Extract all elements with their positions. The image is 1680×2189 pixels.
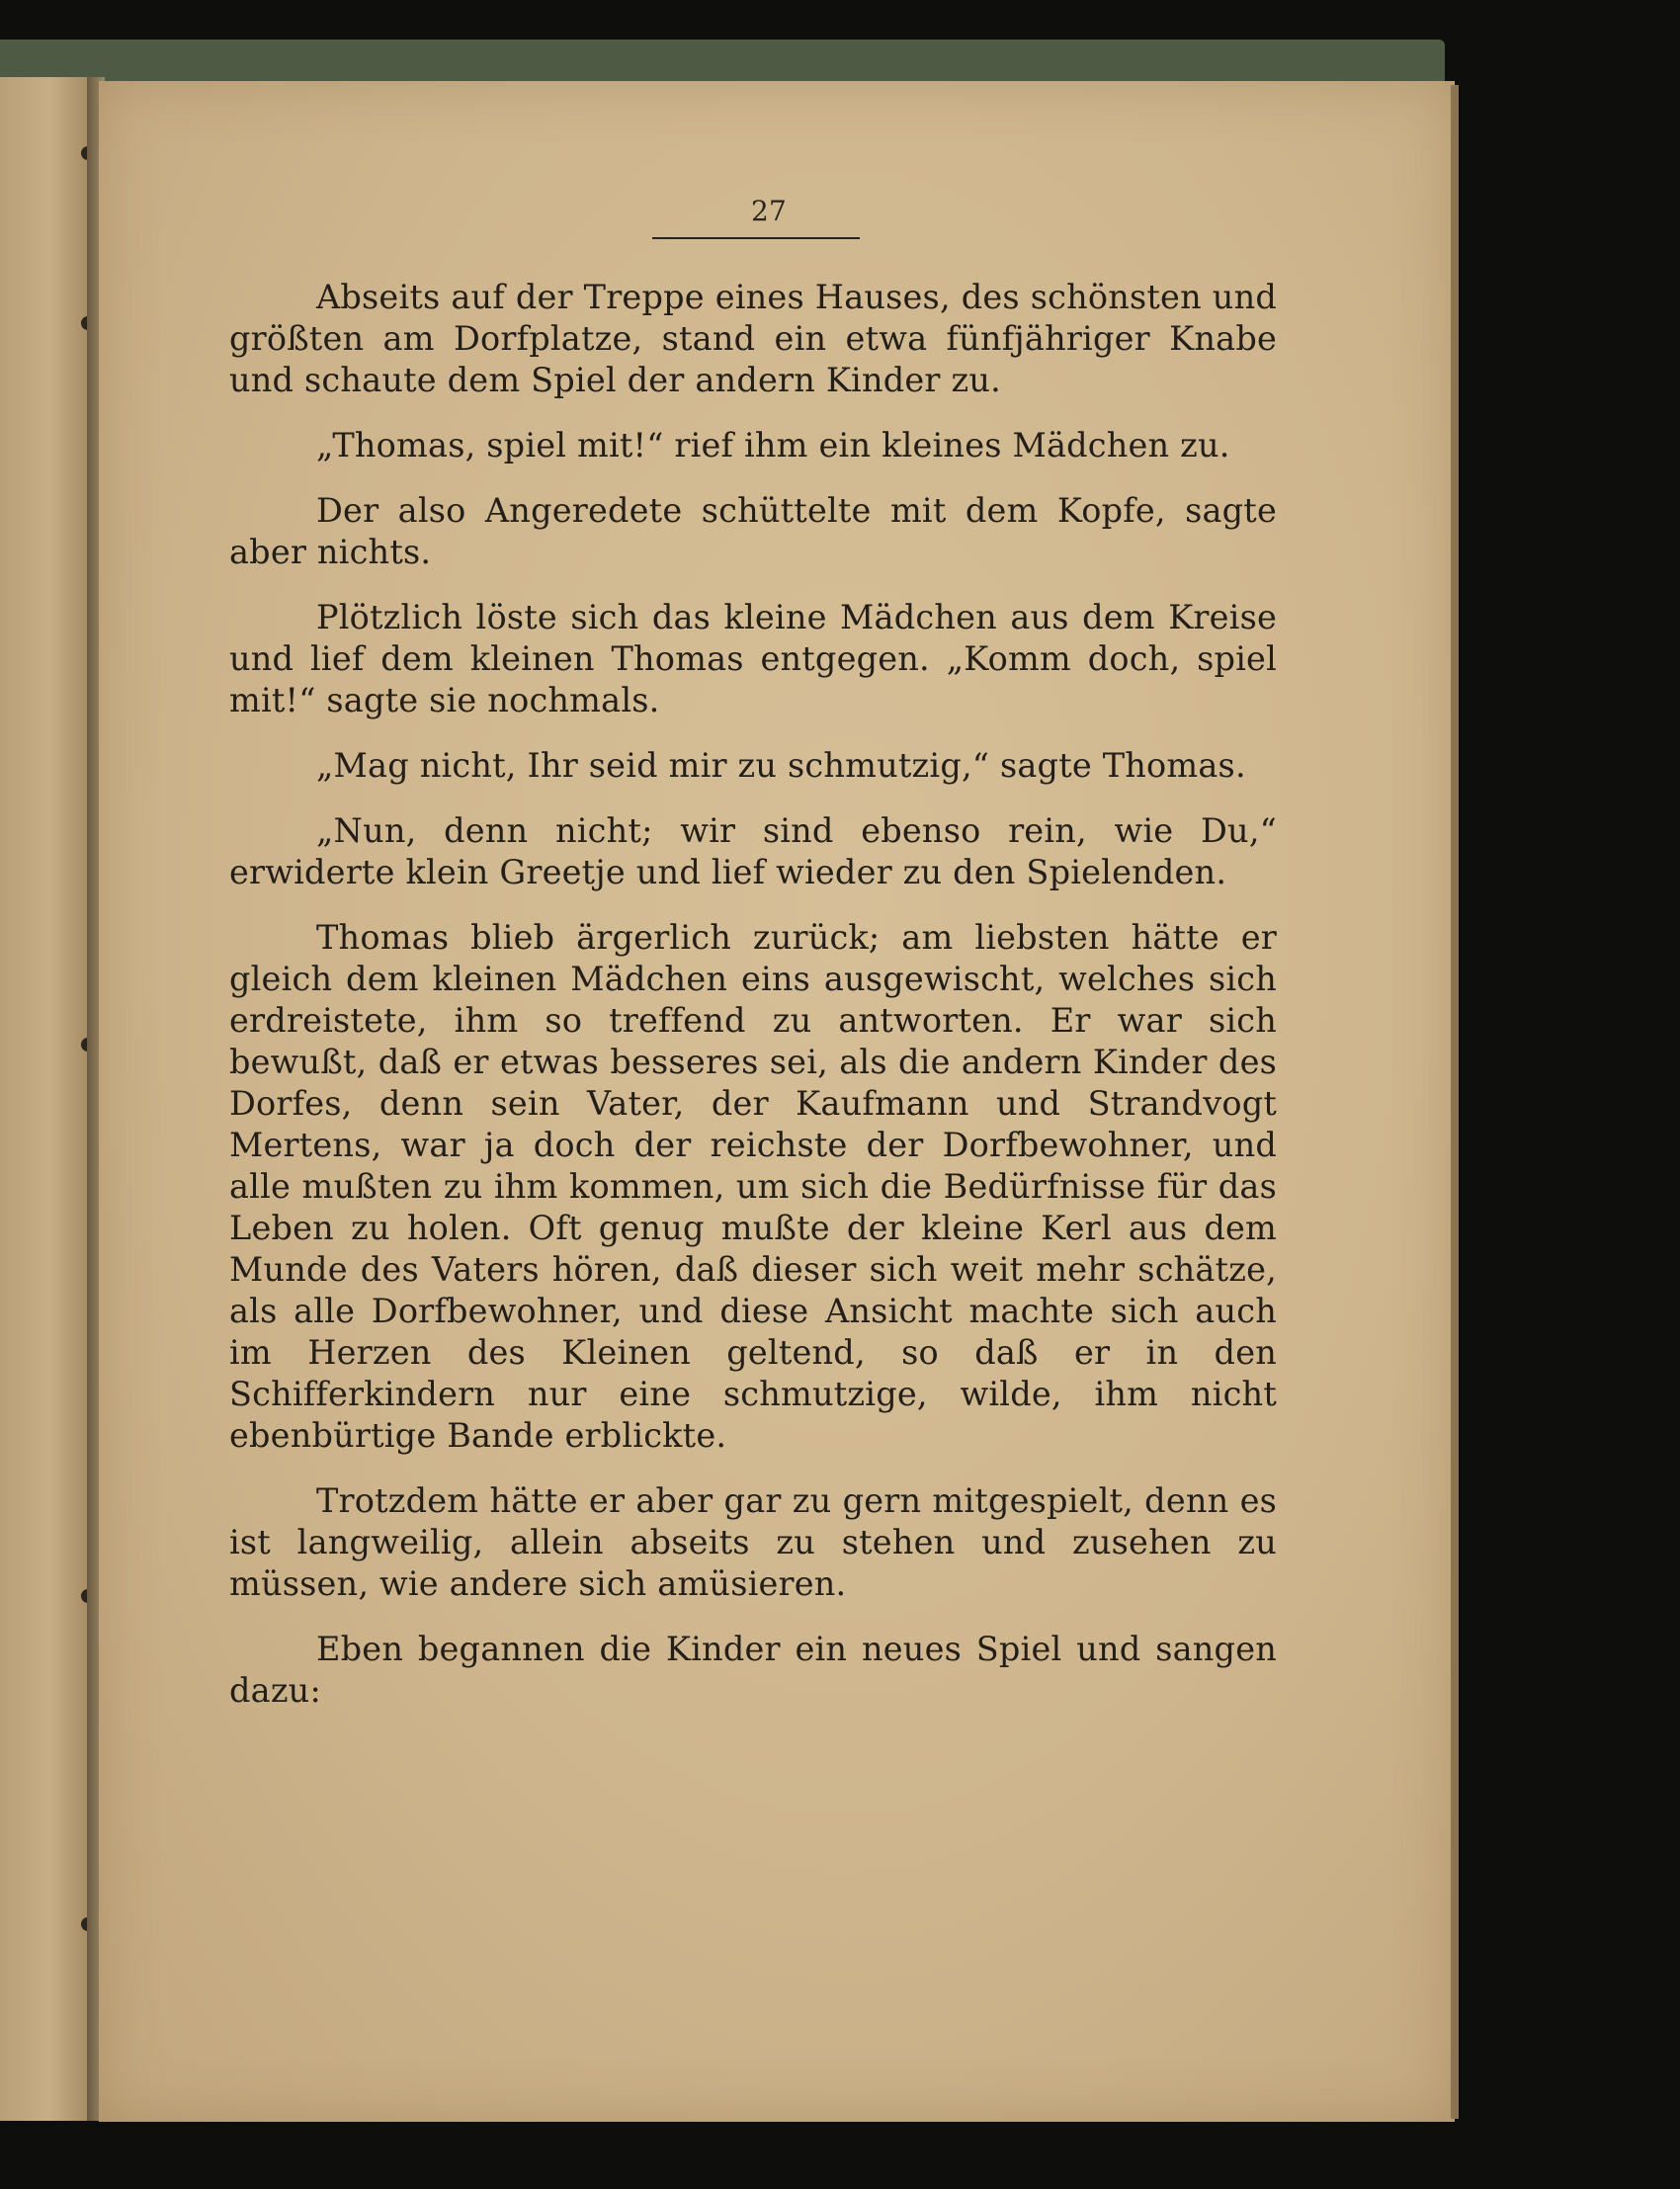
paragraph: „Thomas, spiel mit!“ rief ihm ein kleines Mädchen zu. [316,426,1230,464]
paragraph: Thomas blieb ärgerlich zurück; am liebsten hätte er gleich dem kleinen Mädchen eins ausgewischt, welches sich erdreistete, ihm so treffend zu antworten. Er war sich bewußt, daß er etwas besseres sei, als die andern Kinder des Dorfes, denn sein Vater, der Kaufmann und Strandvogt Mertens, war ja doch der reichste der Dorfbewohner, und alle mußten zu ihm kommen, um sich die Bedürfnisse für das Leben zu holen. Oft genug mußte der kleine Kerl aus dem Munde des Vaters hören, daß dieser sich weit mehr schätze, als alle Dorfbewohner, und diese Ansicht machte sich auch im Herzen des Kleinen geltend, so daß er in den Schifferkindern nur eine schmutzige, wilde, ihm nicht ebenbürtige Bande erblickte. [229,918,1277,1455]
paragraph: „Nun, denn nicht; wir sind ebenso rein, wie Du,“ erwiderte klein Greetje und lief wieder zu den Spielenden. [229,811,1277,891]
page-edge [1451,85,1459,2119]
paragraph: „Mag nicht, Ihr seid mir zu schmutzig,“ sagte Thomas. [316,746,1246,785]
paragraph: Abseits auf der Treppe eines Hauses, des schönsten und größten am Dorfplatze, stand ein etwa fünfjähriger Knabe und schaute dem Spiel der andern Kinder zu. [229,278,1277,399]
paragraph: Plötzlich löste sich das kleine Mädchen aus dem Kreise und lief dem kleinen Thomas entgegen. „Komm doch, spiel mit!“ sagte sie nochmals. [229,598,1277,719]
page-text-block [229,192,1277,1735]
paragraph: Der also Angeredete schüttelte mit dem Kopfe, sagte aber nichts. [229,491,1277,571]
page-number: 27 [750,195,788,227]
paragraph: Eben begannen die Kinder ein neues Spiel und sangen dazu: [229,1630,1277,1710]
page-number-rule [652,237,860,239]
previous-page-edge [0,77,91,2121]
paragraph: Trotzdem hätte er aber gar zu gern mitgespielt, denn es ist langweilig, allein abseits zu stehen und zusehen zu müssen, wie andere sich amüsieren. [229,1481,1277,1603]
